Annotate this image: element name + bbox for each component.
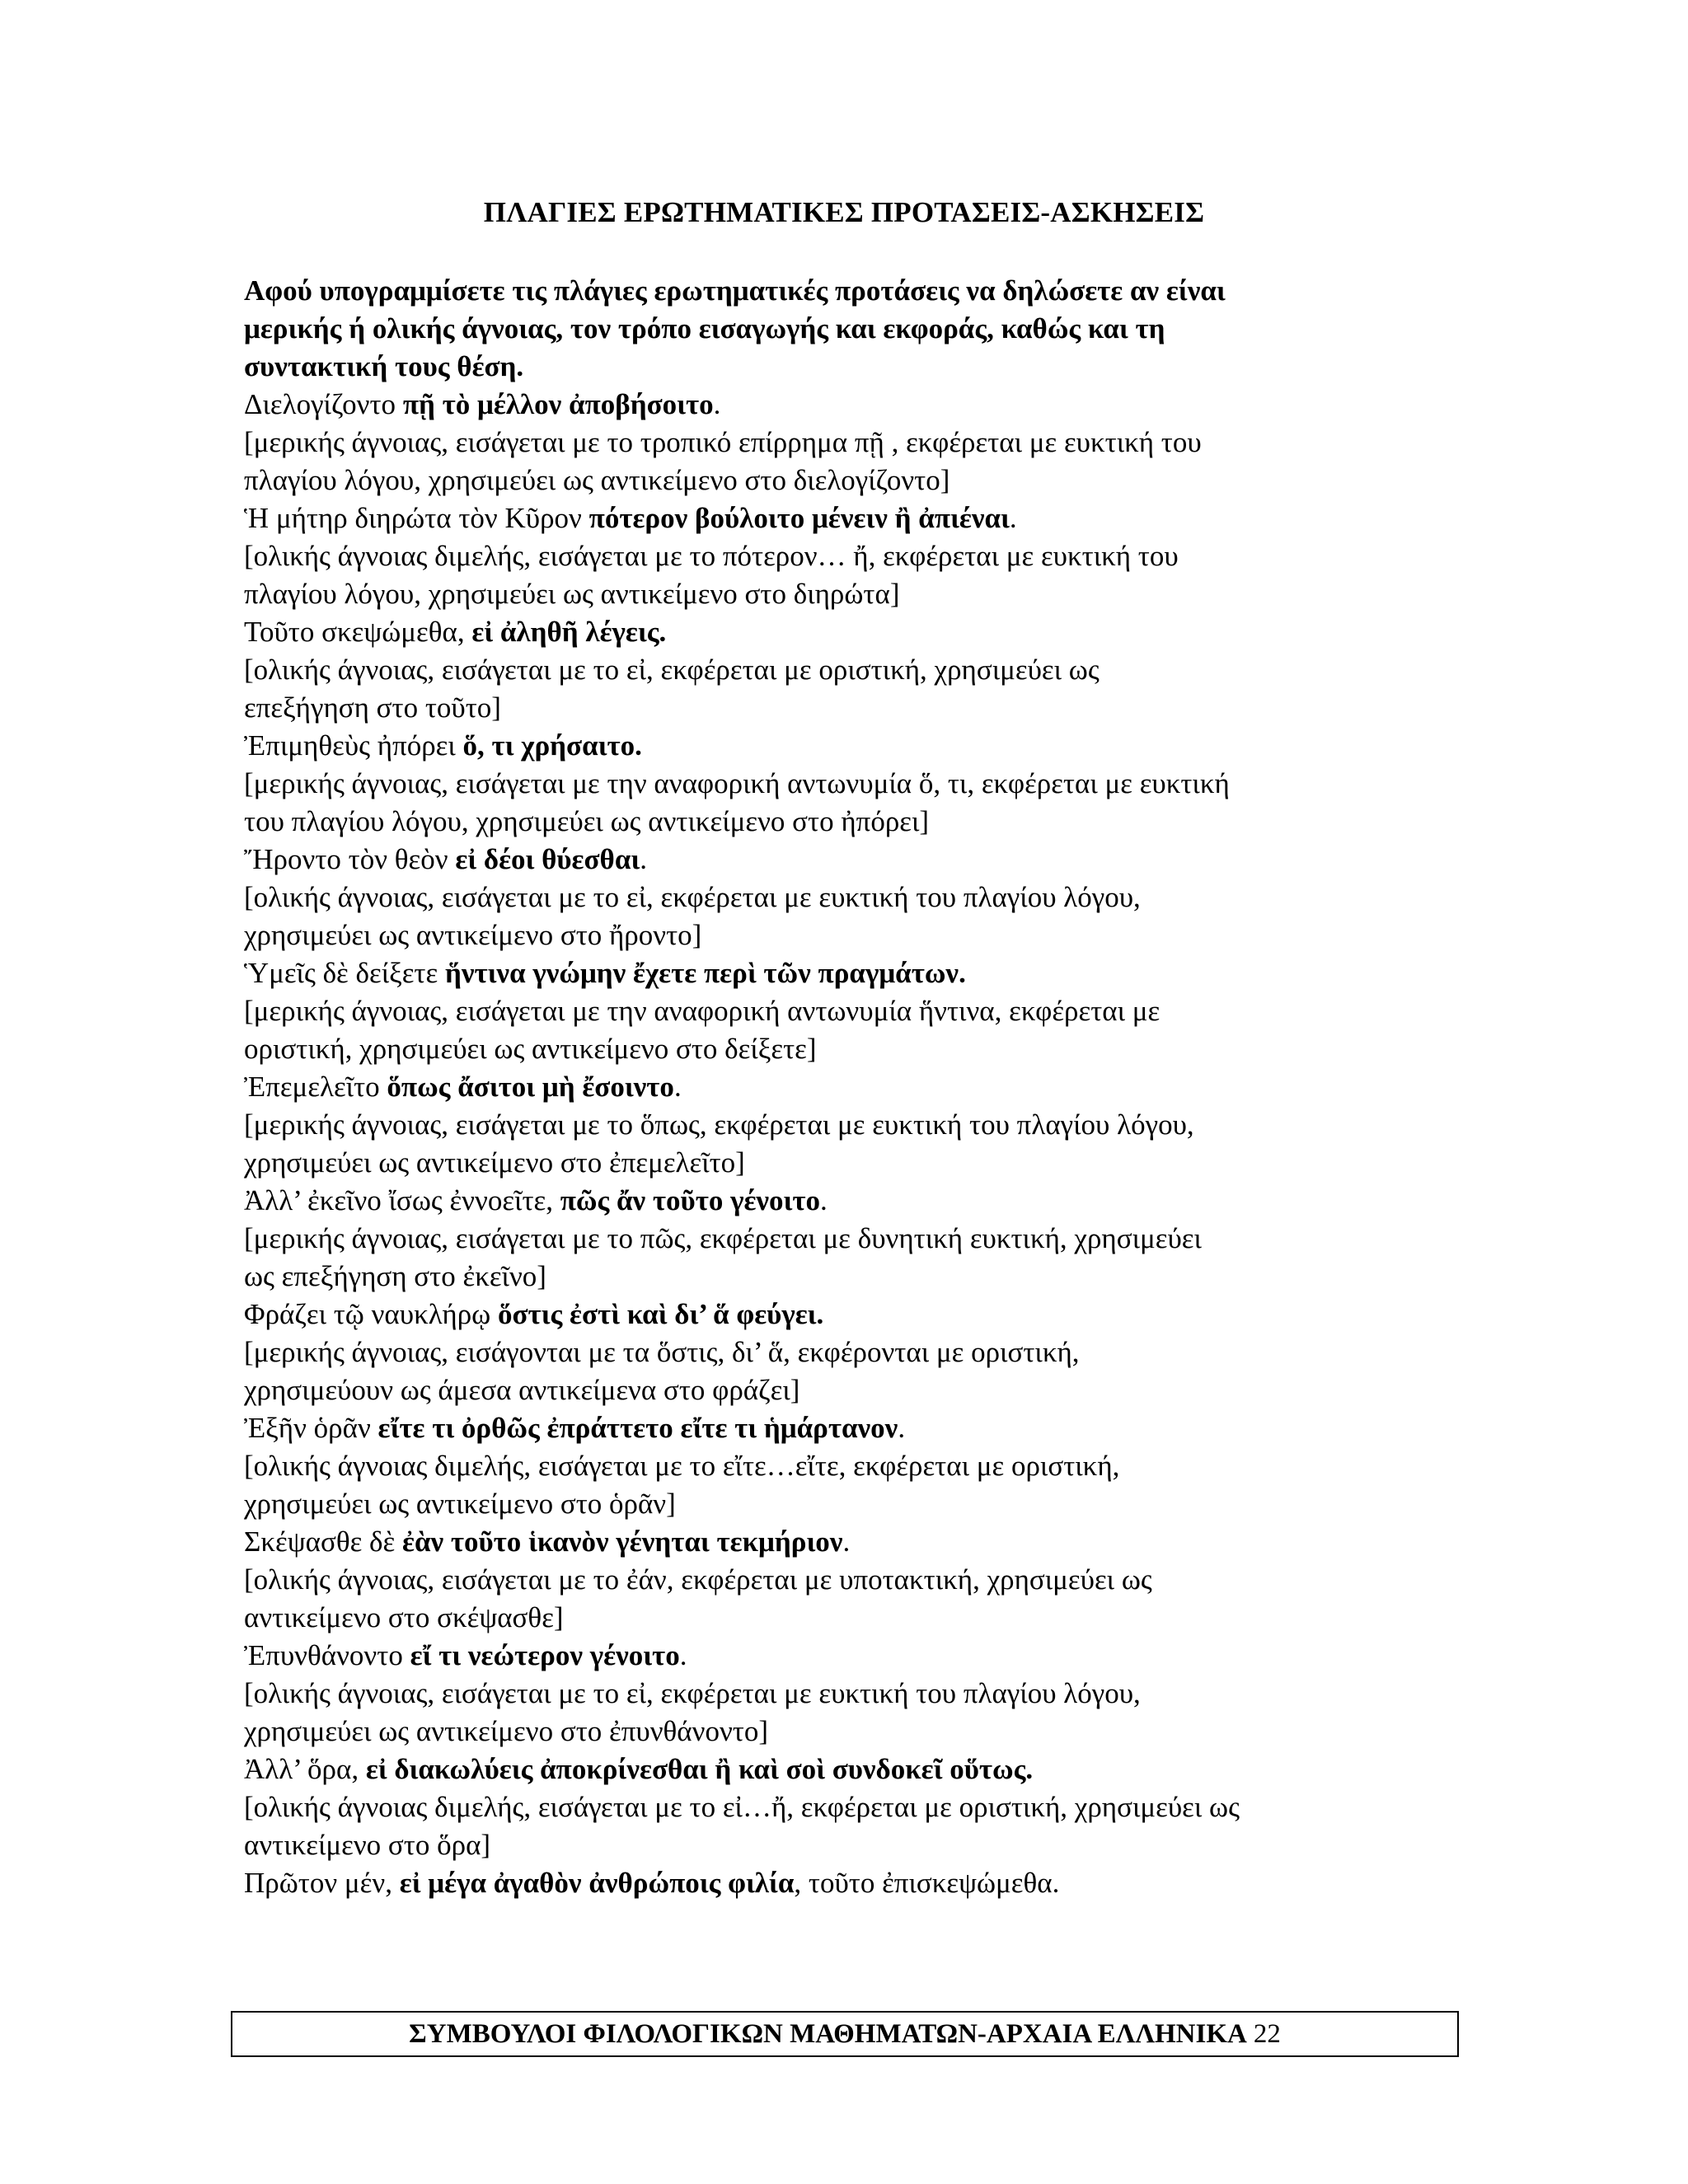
exercise-answer-line: χρησιμεύει ως αντικείμενο στο ἐπεμελεῖτο] (244, 1146, 745, 1179)
sentence-ending: . (898, 1412, 906, 1444)
page-title: ΠΛΑΓΙΕΣ ΕΡΩΤΗΜΑΤΙΚΕΣ ΠΡΟΤΑΣΕΙΣ-ΑΣΚΗΣΕΙΣ (483, 196, 1205, 228)
exercise-sentence (244, 1409, 1480, 1447)
sentence-main-clause: Φράζει τῷ ναυκλήρῳ (244, 1298, 498, 1330)
exercise-sentence (244, 1182, 1480, 1220)
sentence-main-clause: Ἐξῆν ὁρᾶν (244, 1412, 378, 1444)
exercise-sentence (244, 1864, 1480, 1902)
exercise-answer-line: αντικείμενο στο ὅρα] (244, 1829, 491, 1861)
indirect-question: εἰ μέγα ἀγαθὸν ἀνθρώποις φιλία (399, 1867, 795, 1899)
exercise-answer-line: [ολικής άγνοιας διμελής, εισάγεται με το εἰ…ἤ, εκφέρεται με οριστική, χρησιμεύει ως (244, 1791, 1240, 1823)
indirect-question: πῇ τὸ μέλλον ἀποβήσοιτο (402, 388, 714, 420)
indirect-question: ἐὰν τοῦτο ἱκανὸν γένηται τεκμήριον (401, 1526, 843, 1558)
sentence-main-clause: Διελογίζοντο (244, 388, 403, 420)
sentence-main-clause: Ἡ μήτηρ διηρώτα τὸν Κῦρον (244, 502, 589, 534)
footer-label: ΣΥΜΒΟΥΛΟΙ ΦΙΛΟΛΟΓΙΚΩΝ ΜΑΘΗΜΑΤΩΝ-ΑΡΧΑΙΑ ΕΛΛΗΝΙΚΑ (409, 2019, 1247, 2049)
sentence-ending: , τοῦτο ἐπισκεψώμεθα. (794, 1867, 1060, 1899)
exercise-sentence (244, 841, 1480, 879)
sentence-ending: . (713, 388, 721, 420)
indirect-question: εἴτε τι ὀρθῶς ἐπράττετο εἴτε τι ἡμάρτανον (377, 1412, 898, 1444)
sentence-main-clause: Ἐπεμελεῖτο (244, 1071, 387, 1103)
exercise-answer-line: ως επεξήγηση στο ἐκεῖνο] (244, 1260, 546, 1292)
exercise-sentence (244, 499, 1480, 537)
exercise-answer-line: [ολικής άγνοιας, εισάγεται με το εἰ, εκφέρεται με ευκτική του πλαγίου λόγου, (244, 1677, 1141, 1709)
sentence-ending: . (1009, 502, 1017, 534)
sentence-ending: . (842, 1526, 851, 1558)
exercise-sentence (244, 727, 1480, 765)
exercise-sentence (244, 954, 1480, 992)
sentence-ending: . (673, 1071, 682, 1103)
exercise-answer-line: [μερικής άγνοιας, εισάγεται με το ὅπως, εκφέρεται με ευκτική του πλαγίου λόγου, (244, 1108, 1194, 1141)
document-body (244, 272, 1480, 1902)
indirect-question: εἰ δέοι θύεσθαι (455, 843, 640, 875)
sentence-ending: . (820, 1184, 828, 1216)
sentence-main-clause: Ἐπιμηθεὺς ἠπόρει (244, 729, 463, 762)
sentence-main-clause: Σκέψασθε δὲ (244, 1526, 402, 1558)
exercise-answer-line: [μερικής άγνοιας, εισάγονται με τα ὅστις, δι’ ἅ, εκφέρονται με οριστική, (244, 1336, 1080, 1368)
sentence-ending: . (679, 1639, 687, 1671)
exercise-answer-line: οριστική, χρησιμεύει ως αντικείμενο στο δείξετε] (244, 1033, 817, 1065)
exercise-answer-line: πλαγίου λόγου, χρησιμεύει ως αντικείμενο στο διελογίζοντο] (244, 464, 950, 496)
indirect-question: ὅπως ἄσιτοι μὴ ἔσοιντο (387, 1071, 674, 1103)
indirect-question: ἥντινα γνώμην ἔχετε περὶ τῶν πραγμάτων. (444, 957, 966, 989)
exercise-sentence (244, 1523, 1480, 1561)
exercise-sentence (244, 1068, 1480, 1106)
exercise-answer-line: [ολικής άγνοιας, εισάγεται με το εἰ, εκφέρεται με οριστική, χρησιμεύει ως (244, 654, 1100, 686)
indirect-question: εἰ διακωλύεις ἀποκρίνεσθαι ἢ καὶ σοὶ συνδοκεῖ οὕτως. (365, 1753, 1034, 1785)
page-number: 22 (1253, 2019, 1281, 2049)
indirect-question: ὅστις ἐστὶ καὶ δι’ ἅ φεύγει. (497, 1298, 824, 1330)
footer (231, 2011, 1459, 2057)
exercise-answer-line: [ολικής άγνοιας, εισάγεται με το εἰ, εκφέρεται με ευκτική του πλαγίου λόγου, (244, 881, 1141, 913)
exercise-answer-line: [μερικής άγνοιας, εισάγεται με την αναφορική αντωνυμία ὅ, τι, εκφέρεται με ευκτική (244, 767, 1230, 799)
exercise-list (244, 386, 1480, 1902)
exercise-sentence (244, 1750, 1480, 1788)
sentence-main-clause: Ἐπυνθάνοντο (244, 1639, 410, 1671)
exercise-answer-line: χρησιμεύει ως αντικείμενο στο ἤροντο] (244, 919, 702, 951)
exercise-answer-line: χρησιμεύει ως αντικείμενο στο ὁρᾶν] (244, 1488, 676, 1520)
indirect-question: πῶς ἄν τοῦτο γένοιτο (560, 1184, 821, 1216)
sentence-main-clause: Τοῦτο σκεψώμεθα, (244, 616, 472, 648)
exercise-answer-line: χρησιμεύει ως αντικείμενο στο ἐπυνθάνοντο] (244, 1715, 768, 1747)
exercise-answer-line: [μερικής άγνοιας, εισάγεται με την αναφορική αντωνυμία ἥντινα, εκφέρεται με (244, 995, 1160, 1027)
instructions-line: συντακτική τους θέση. (244, 350, 524, 382)
indirect-question: πότερον βούλοιτο μένειν ἢ ἀπιέναι (588, 502, 1010, 534)
exercise-sentence (244, 1296, 1480, 1333)
sentence-main-clause: Ἀλλ’ ὅρα, (244, 1753, 366, 1785)
sentence-main-clause: Ἤροντο τὸν θεὸν (244, 843, 456, 875)
exercise-sentence (244, 613, 1480, 651)
sentence-main-clause: Ὑμεῖς δὲ δείξετε (244, 957, 445, 989)
exercise-answer-line: [μερικής άγνοιας, εισάγεται με το τροπικό επίρρημα πῇ , εκφέρεται με ευκτική του (244, 426, 1202, 458)
indirect-question: ὅ, τι χρήσαιτο. (462, 729, 642, 762)
exercise-answer-line: πλαγίου λόγου, χρησιμεύει ως αντικείμενο στο διηρώτα] (244, 578, 900, 610)
instructions-line: μερικής ή ολικής άγνοιας, τον τρόπο εισαγωγής και εκφοράς, καθώς και τη (244, 312, 1165, 344)
indirect-question: εἴ τι νεώτερον γένοιτο (410, 1639, 680, 1671)
exercise-sentence (244, 1637, 1480, 1675)
exercise-answer-line: αντικείμενο στο σκέψασθε] (244, 1601, 564, 1633)
instructions (244, 272, 1480, 386)
sentence-main-clause: Ἀλλ’ ἐκεῖνο ἴσως ἐννοεῖτε, (244, 1184, 560, 1216)
exercise-answer-line: του πλαγίου λόγου, χρησιμεύει ως αντικείμενο στο ἠπόρει] (244, 805, 930, 837)
exercise-answer-line: [ολικής άγνοιας, εισάγεται με το ἐάν, εκφέρεται με υποτακτική, χρησιμεύει ως (244, 1563, 1152, 1596)
instructions-line: Αφού υπογραμμίσετε τις πλάγιες ερωτηματικές προτάσεις να δηλώσετε αν είναι (244, 274, 1226, 307)
exercise-answer-line: [μερικής άγνοιας, εισάγεται με το πῶς, εκφέρεται με δυνητική ευκτική, χρησιμεύει (244, 1222, 1202, 1254)
sentence-ending: . (640, 843, 647, 875)
exercise-answer-line: χρησιμεύουν ως άμεσα αντικείμενα στο φράζει] (244, 1374, 800, 1406)
exercise-answer-line: [ολικής άγνοιας διμελής, εισάγεται με το πότερον… ἤ, εκφέρεται με ευκτική του (244, 540, 1179, 572)
exercise-answer-line: επεξήγηση στο τοῦτο] (244, 691, 501, 724)
indirect-question: εἰ ἀληθῆ λέγεις. (471, 616, 667, 648)
footer-text (232, 2019, 1457, 2050)
exercise-sentence (244, 386, 1480, 424)
sentence-main-clause: Πρῶτον μέν, (244, 1867, 400, 1899)
exercise-answer-line: [ολικής άγνοιας διμελής, εισάγεται με το εἴτε…εἴτε, εκφέρεται με οριστική, (244, 1450, 1120, 1482)
